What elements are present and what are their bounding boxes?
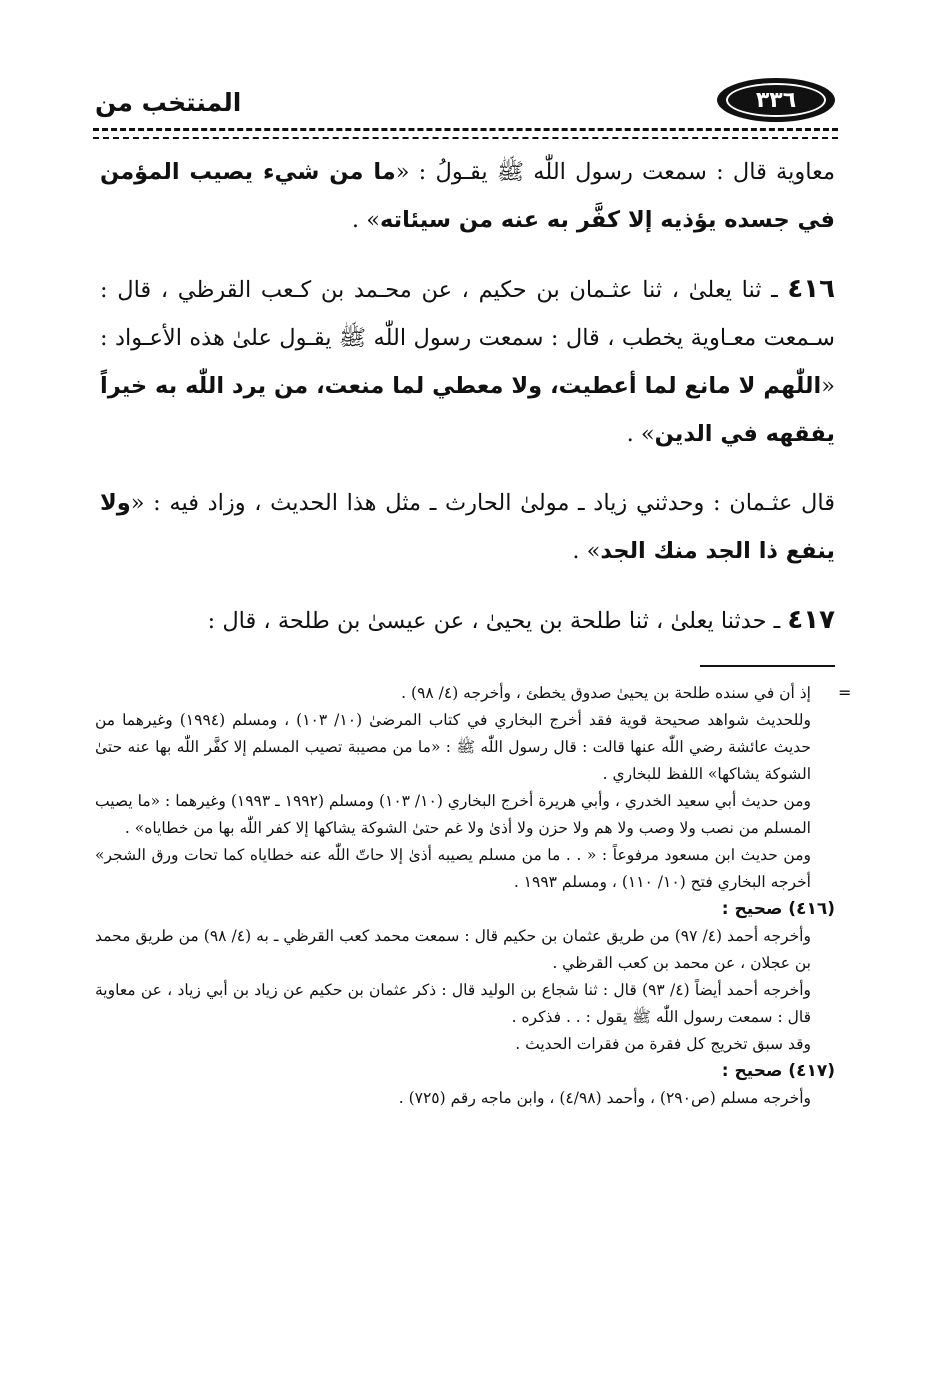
footnote-divider	[700, 665, 835, 667]
hadith-417	[100, 596, 835, 645]
hadith-416	[100, 265, 835, 458]
header-divider	[93, 128, 838, 139]
footnote-line: وأخرجه مسلم (ص٢٩٠) ، وأحمد (٤/٩٨) ، وابن ماجه رقم (٧٢٥) .	[398, 1089, 811, 1107]
hadith-quote: ما من شيء يصيب المؤمن في جسده يؤذيه إلا كفَّر به عنه من سيئاته	[100, 159, 835, 233]
text: » .	[351, 207, 380, 233]
footnote-line: وقد سبق تخريج كل فقرة من فقرات الحديث .	[515, 1035, 811, 1053]
text: » .	[572, 538, 601, 564]
footnote-heading-416: (٤١٦) صحيح :	[721, 899, 835, 919]
text: قال عثـمان : وحدثني زياد ـ مولىٰ الحارث ـ مثل هذا الحديث ، وزاد فيه : «	[130, 490, 835, 516]
footnote-line: ومن حديث ابن مسعود مرفوعاً : « . . ما من مسلم يصيبه أذىٰ إلا حاتّ اللّٰه عنه خطاياه كما تحات ورق الشجر» أخرجه البخاري فتح (١٠/ ١١٠) ، ومسلم ١٩٩٣ .	[95, 846, 811, 891]
footnotes	[95, 680, 835, 1112]
running-title: المنتخب من	[95, 88, 242, 117]
footnote-line: وأخرجه أحمد (٤/ ٩٧) من طريق عثمان بن حكيم قال : سمعت محمد كعب القرظي ـ به (٤/ ٩٨) من طريق محمد بن عجلان ، عن محمد بن كعب القرظي .	[95, 927, 811, 972]
page-header	[95, 78, 835, 128]
paragraph-continuation	[100, 148, 835, 244]
text: » .	[626, 421, 655, 447]
hadith-number: ٤١٧	[787, 605, 835, 635]
hadith-quote: ولا ينفع ذا الجد منك الجد	[100, 490, 835, 564]
footnote-line: وللحديث شواهد صحيحة قوية فقد أخرج البخاري في كتاب المرضىٰ (١٠/ ١٠٣) ، ومسلم (١٩٩٤) وغيرهما من حديث عائشة رضي اللّٰه عنها قالت : قال رسول اللّٰه ﷺ : «ما من مصيبة تصيب المسلم إلا كفَّر اللّٰه بها عنه حتىٰ الشوكة يشاكها» اللفظ للبخاري .	[95, 711, 811, 783]
hadith-416-addition	[100, 479, 835, 575]
footnote-line: إذ أن في سنده طلحة بن يحيىٰ صدوق يخطئ ، وأخرجه (٤/ ٩٨) .	[401, 684, 811, 702]
hadith-number: ٤١٦	[787, 274, 835, 304]
text: معاوية قال : سمعت رسول اللّٰه ﷺ يقـولُ : «	[395, 159, 835, 185]
page-number-badge	[717, 78, 835, 122]
isnad-text: ـ حدثنا يعلىٰ ، ثنا طلحة بن يحيىٰ ، عن عيسىٰ بن طلحة ، قال :	[207, 608, 788, 634]
main-text	[100, 148, 835, 645]
footnote-line: وأخرجه أحمد أيضاً (٤/ ٩٣) قال : ثنا شجاع بن الوليد قال : ذكر عثمان بن حكيم عن زياد بن أبي زياد ، عن معاوية قال : سمعت رسول اللّٰه ﷺ يقول : . . فذكره .	[95, 981, 811, 1026]
isnad-text: ـ ثنا يعلىٰ ، ثنا عثـمان بن حكيم ، عن محـمد بن كـعب القرظي ، قال : سـمعت معـاوية يخطب ، قال : سمعت رسول اللّٰه ﷺ يقـول علىٰ هذه الأعـواد : «	[100, 277, 835, 399]
page-number: ٣٣٦	[726, 83, 826, 117]
hadith-quote: اللّٰهم لا مانع لما أعطيت، ولا معطي لما منعت، من يرد اللّٰه به خيراً يفقهه في الدين	[100, 373, 835, 447]
footnote-line: ومن حديث أبي سعيد الخدري ، وأبي هريرة أخرج البخاري (١٠/ ١٠٣) ومسلم (١٩٩٢ ـ ١٩٩٣) وغيرهما : «ما يصيب المسلم من نصب ولا وصب ولا هم ولا حزن ولا أذىٰ ولا غم حتىٰ الشوكة يشاكها إلا كفر اللّٰه بها من خطاياه» .	[95, 792, 811, 837]
footnote-heading-417: (٤١٧) صحيح :	[721, 1061, 835, 1081]
continuation-mark: =	[838, 683, 852, 702]
